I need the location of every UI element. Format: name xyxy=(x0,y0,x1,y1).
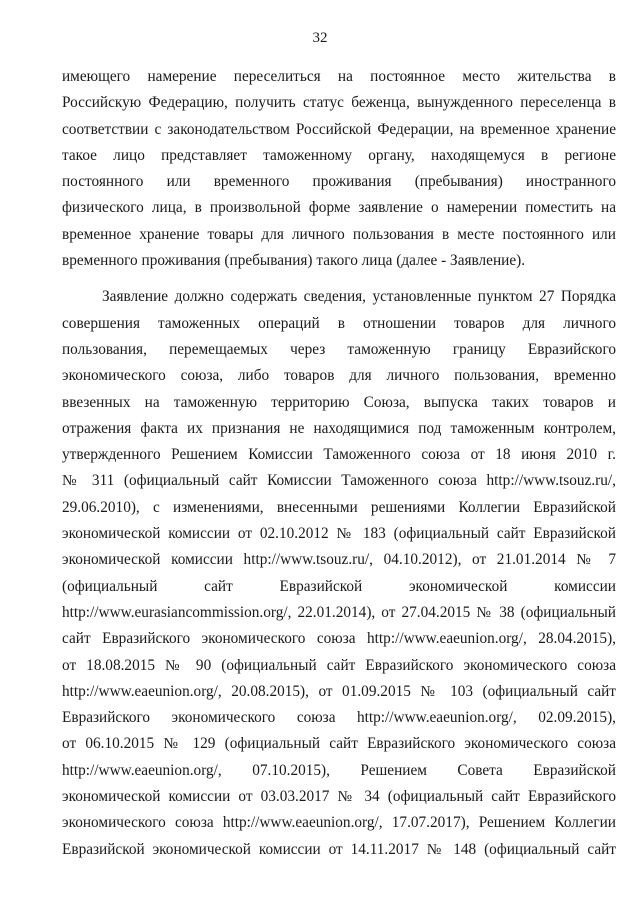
text-line: временного проживания (пребывания) такого лица (далее - Заявление). xyxy=(62,252,526,270)
text-line: экономического союза, либо товаров для личного пользования, временно xyxy=(62,367,616,385)
text-line: имеющего намерение переселиться на постоянное место жительства в xyxy=(62,68,616,85)
text-line: совершения таможенных операций в отношении товаров для личного xyxy=(62,314,616,332)
text-line: 29.06.2010), с изменениями, внесенными решениями Коллегии Евразийской xyxy=(62,498,616,516)
page-number: 32 xyxy=(312,30,328,46)
text-line: пользования, перемещаемых через таможенную границу Евразийского xyxy=(62,340,616,358)
text-line: Заявление должно содержать сведения, установленные пунктом 27 Порядка xyxy=(102,288,616,306)
document-body xyxy=(62,64,616,863)
text-line: от 06.10.2015 № 129 (официальный сайт Евразийского экономического союза xyxy=(62,735,616,753)
text-line: http://www.eaeunion.org/, 20.08.2015), от 01.09.2015 № 103 (официальный сайт xyxy=(62,682,616,700)
text-line: сайт Евразийского экономического союза http://www.eaeunion.org/, 28.04.2015), xyxy=(62,630,616,648)
text-line: экономической комиссии от 02.10.2012 № 183 (официальный сайт Евразийской xyxy=(62,525,616,543)
text-line: соответствии с законодательством Российской Федерации, на временное хранение xyxy=(62,120,616,138)
text-line: № 311 (официальный сайт Комиссии Таможенного союза http://www.tsouz.ru/, xyxy=(62,472,616,490)
text-line: Российскую Федерацию, получить статус беженца, вынужденного переселенца в xyxy=(62,94,616,112)
text-line: ввезенных на таможенную территорию Союза, выпуска таких товаров и xyxy=(62,393,616,411)
text-line: такое лицо представляет таможенному органу, находящемуся в регионе xyxy=(62,146,616,164)
text-line: временное хранение товары для личного пользования в месте постоянного или xyxy=(62,225,616,243)
text-line: http://www.eurasiancommission.org/, 22.01.2014), от 27.04.2015 № 38 (официальный xyxy=(62,603,616,621)
text-line: экономической комиссии http://www.tsouz.ru/, 04.10.2012), от 21.01.2014 № 7 xyxy=(62,551,616,569)
text-line: утвержденного Решением Комиссии Таможенного союза от 18 июня 2010 г. xyxy=(62,446,616,464)
text-line: экономической комиссии от 03.03.2017 № 34 (официальный сайт Евразийского xyxy=(62,788,616,806)
text-line: экономического союза http://www.eaeunion.org/, 17.07.2017), Решением Коллегии xyxy=(62,814,616,832)
text-line: Евразийской экономической комиссии от 14.11.2017 № 148 (официальный сайт xyxy=(62,840,616,858)
text-line: постоянного или временного проживания (пребывания) иностранного xyxy=(62,173,616,191)
paragraph-gap xyxy=(62,274,616,284)
text-line: Евразийского экономического союза http://www.eaeunion.org/, 02.09.2015), xyxy=(62,709,616,727)
paragraph-1 xyxy=(62,64,616,274)
text-line: http://www.eaeunion.org/, 07.10.2015), Решением Совета Евразийской xyxy=(62,761,616,779)
text-line: отражения факта их признания не находящимися под таможенным контролем, xyxy=(62,419,616,437)
text-line: (официальный сайт Евразийской экономической комиссии xyxy=(62,577,616,595)
paragraph-2 xyxy=(62,284,616,863)
text-line: физического лица, в произвольной форме заявление о намерении поместить на xyxy=(62,199,616,217)
text-line: от 18.08.2015 № 90 (официальный сайт Евразийского экономического союза xyxy=(62,656,616,674)
